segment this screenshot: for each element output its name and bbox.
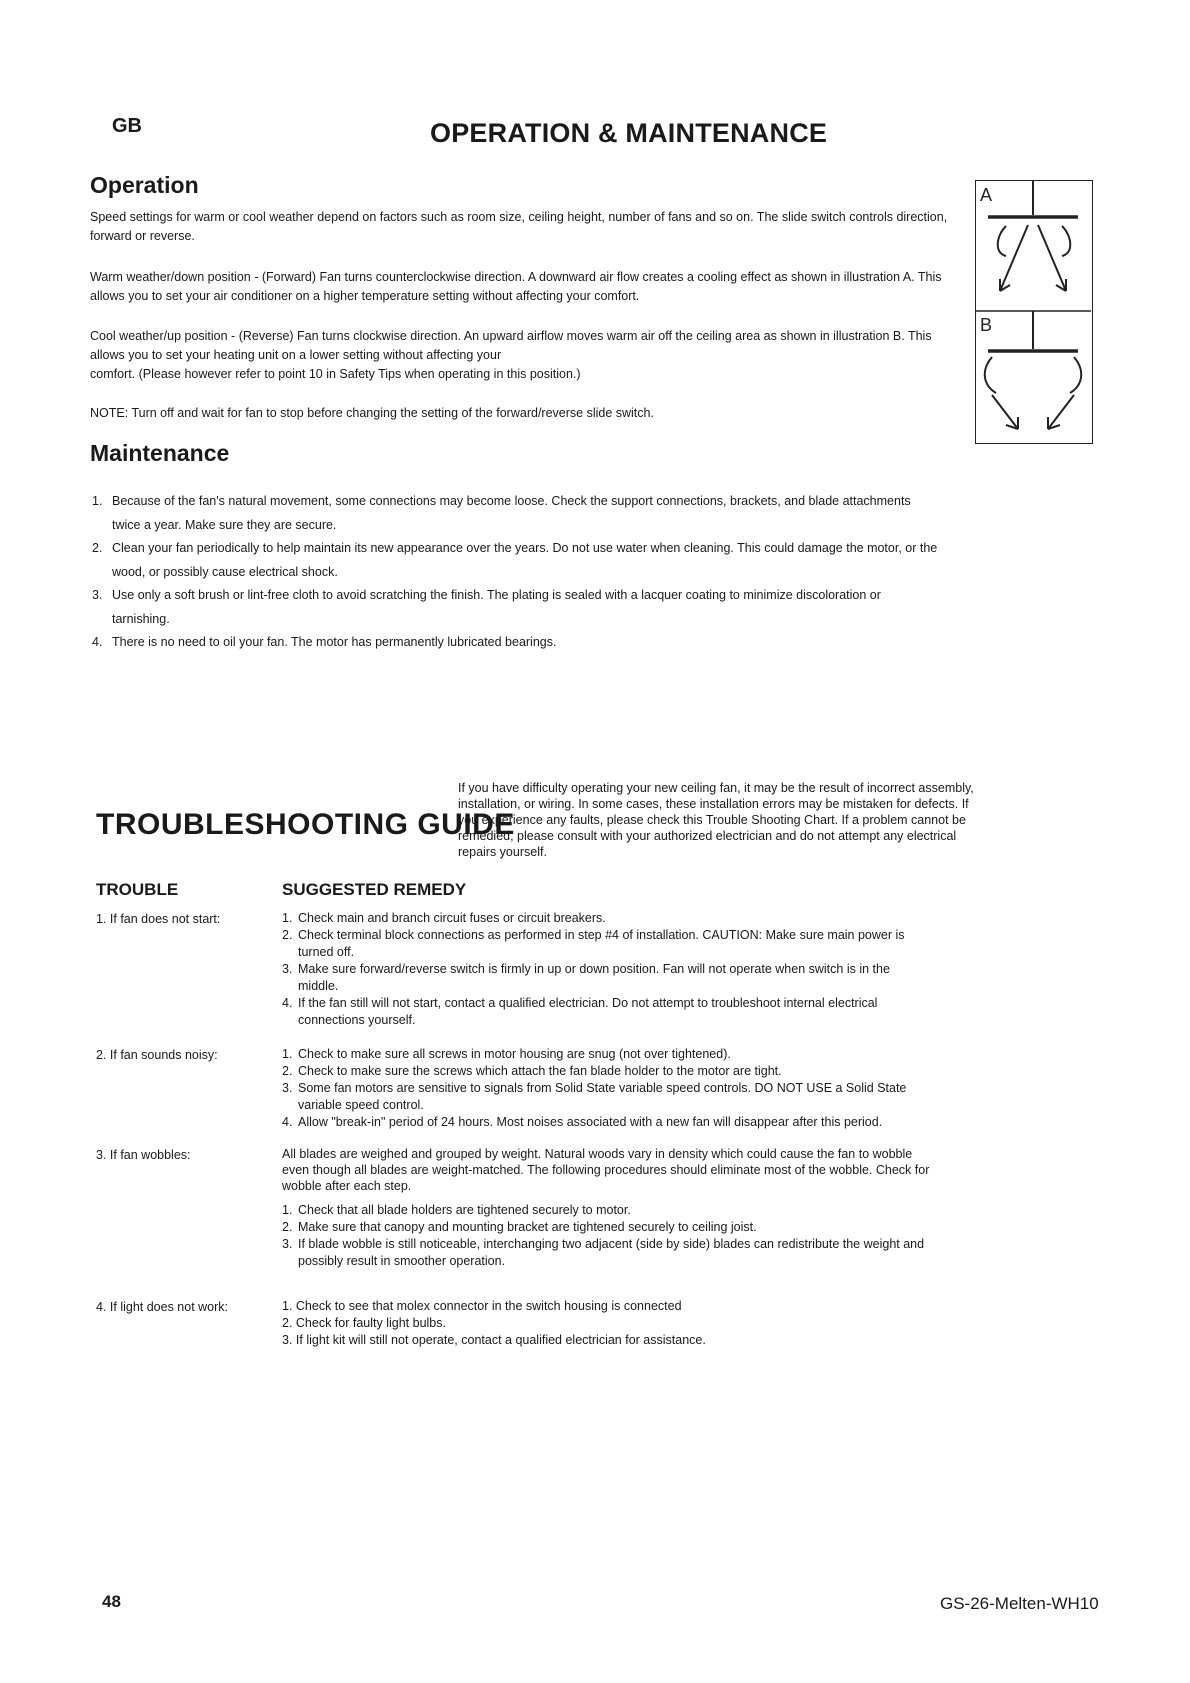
remedy-item: 3. If blade wobble is still noticeable, interchanging two adjacent (side by side) blades can redistribute the weight and possibly result in smoother operation.: [282, 1237, 925, 1268]
operation-paragraph-cool-line2: comfort. (Please however refer to point 10 in Safety Tips when operating in this position.): [90, 367, 581, 381]
trouble-item: 2. If fan sounds noisy:: [96, 1048, 218, 1062]
remedy-item: 3. Make sure forward/reverse switch is firmly in up or down position. Fan will not operate when switch is in the middle.: [282, 962, 890, 993]
airflow-diagram-svg: [976, 181, 1091, 442]
remedy-item: 2. Make sure that canopy and mounting bracket are tightened securely to ceiling joist.: [282, 1220, 757, 1234]
remedy-item: 3. If light kit will still not operate, contact a qualified electrician for assistance.: [282, 1333, 706, 1347]
remedy-item: 1. Check to see that molex connector in the switch housing is connected: [282, 1299, 682, 1313]
trouble-item: 4. If light does not work:: [96, 1300, 229, 1314]
maintenance-heading: Maintenance: [90, 440, 230, 466]
document-code: GS-26-Melten-WH10: [940, 1594, 1099, 1613]
remedy-block: [282, 1146, 932, 1270]
maintenance-item: 1. Because of the fan's natural movement, some connections may become loose. Check the support connections, brackets, and blade attachments twice a year. Make sure they are secure.: [92, 494, 911, 532]
diagram-label-b: B: [980, 315, 993, 335]
diagram-label-a: A: [980, 185, 993, 205]
fan-reverse-icon: [985, 311, 1081, 429]
fan-forward-icon: [988, 181, 1078, 291]
maintenance-item: 4. There is no need to oil your fan. The motor has permanently lubricated bearings.: [92, 635, 557, 649]
maintenance-item: 2. Clean your fan periodically to help maintain its new appearance over the years. Do not use water when cleaning. This could damage the motor, or the wood, or possibly cause electrical shock.: [92, 541, 938, 579]
language-code: GB: [112, 115, 142, 137]
operation-heading: Operation: [90, 172, 199, 198]
maintenance-item: 3. Use only a soft brush or lint-free cloth to avoid scratching the finish. The plating is sealed with a lacquer coating to minimize discoloration or tarnishing.: [92, 588, 881, 626]
maintenance-list: [92, 490, 942, 655]
airflow-diagram: [975, 180, 1093, 444]
troubleshooting-intro: If you have difficulty operating your new ceiling fan, it may be the result of incorrect assembly, installation, or wiring. In some cases, these installation errors may be mistaken for defects. If you experience any faults, please check this Trouble Shooting Chart. If a problem cannot be remedied, please consult with your authorized electrician and do not attempt any electrical repairs yourself.: [458, 781, 974, 859]
remedy-list: [282, 1298, 932, 1349]
column-header-remedy: SUGGESTED REMEDY: [282, 880, 467, 899]
operation-note: NOTE: Turn off and wait for fan to stop before changing the setting of the forward/reverse slide switch.: [90, 406, 654, 420]
trouble-item: 3. If fan wobbles:: [96, 1148, 191, 1162]
remedy-item: 4. Allow "break-in" period of 24 hours. Most noises associated with a new fan will disappear after this period.: [282, 1115, 883, 1129]
remedy-list: [282, 1046, 932, 1131]
operation-paragraph-cool-line1: Cool weather/up position - (Reverse) Fan turns clockwise direction. An upward airflow moves warm air off the ceiling area as shown in illustration B. This allows you to set your heating unit on a lower setting without affecting your: [90, 329, 932, 362]
page-title: OPERATION & MAINTENANCE: [430, 118, 828, 148]
operation-paragraph-speed: Speed settings for warm or cool weather depend on factors such as room size, ceiling height, number of fans and so on. The slide switch controls direction, forward or reverse.: [90, 210, 948, 243]
operation-paragraph-cool: [90, 327, 960, 384]
remedy-item: 3. Some fan motors are sensitive to signals from Solid State variable speed controls. DO NOT USE a Solid State variable speed control.: [282, 1081, 907, 1112]
remedy-item: 2. Check for faulty light bulbs.: [282, 1316, 446, 1330]
column-header-trouble: TROUBLE: [96, 880, 179, 899]
trouble-item: 1. If fan does not start:: [96, 912, 221, 926]
remedy-item: 1. Check main and branch circuit fuses or circuit breakers.: [282, 911, 606, 925]
page-number: 48: [102, 1592, 121, 1611]
remedy-item: 2. Check terminal block connections as performed in step #4 of installation. CAUTION: Make sure main power is turned off.: [282, 928, 905, 959]
remedy-item: 2. Check to make sure the screws which attach the fan blade holder to the motor are tight.: [282, 1064, 782, 1078]
operation-paragraph-warm: Warm weather/down position - (Forward) Fan turns counterclockwise direction. A downward air flow creates a cooling effect as shown in illustration A. This allows you to set your air conditioner on a higher temperature setting without affecting your comfort.: [90, 270, 942, 303]
troubleshooting-title: TROUBLESHOOTING GUIDE: [96, 808, 515, 841]
remedy-list: [282, 910, 932, 1029]
remedy-item: 1. Check to make sure all screws in motor housing are snug (not over tightened).: [282, 1047, 731, 1061]
remedy-item: 4. If the fan still will not start, contact a qualified electrician. Do not attempt to troubleshoot internal electrical connections yourself.: [282, 996, 878, 1027]
remedy-item: 1. Check that all blade holders are tightened securely to motor.: [282, 1203, 631, 1217]
remedy-intro: All blades are weighed and grouped by weight. Natural woods vary in density which could cause the fan to wobble even though all blades are weight-matched. The following procedures should eliminate most of the wobble. Check for wobble after each step.: [282, 1147, 930, 1193]
remedy-list: [282, 1202, 932, 1270]
